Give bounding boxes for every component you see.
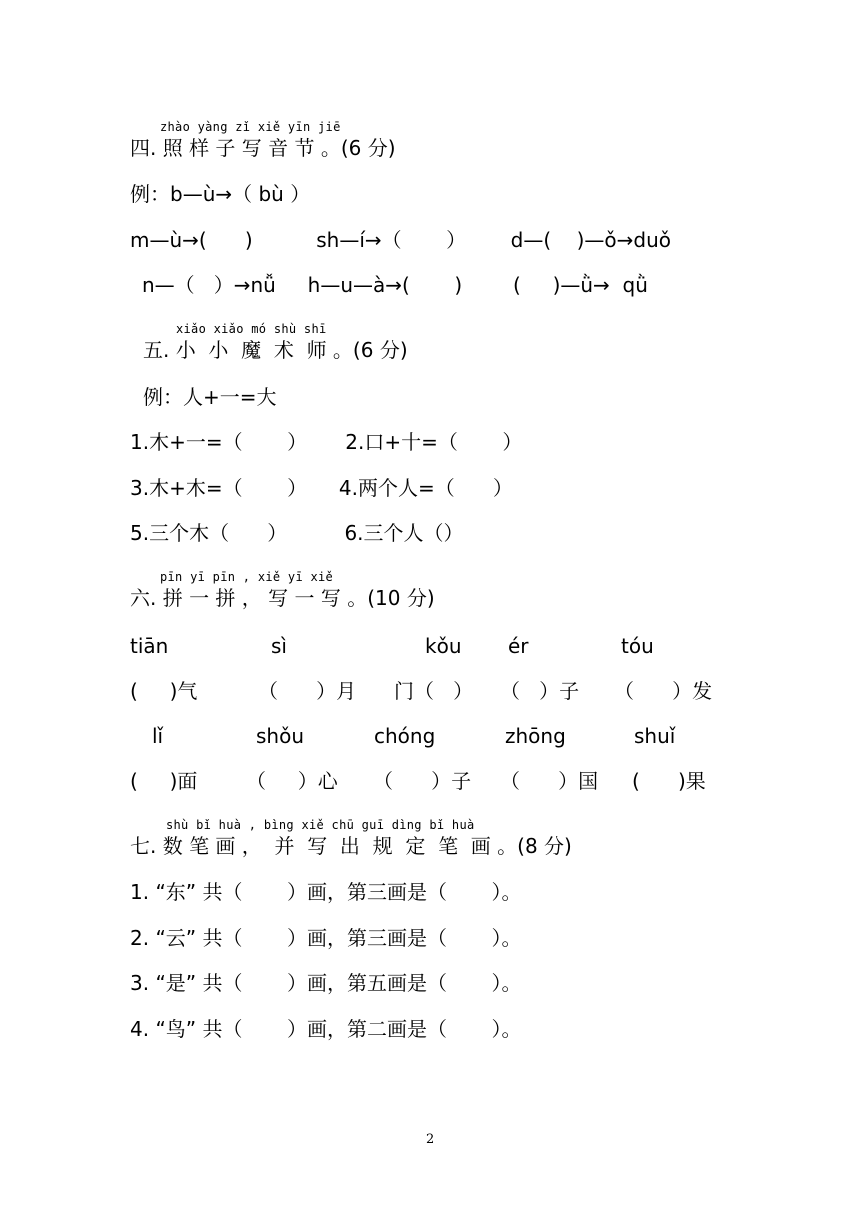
s5-example: 例：人+一=大 <box>143 385 277 409</box>
s5-row3: 5.三个木（ ） 6.三个人（） <box>130 521 464 545</box>
s7-item-1: 1. “东” 共（ ）画，第三画是（ ）。 <box>130 880 522 904</box>
s7-item-4: 4. “鸟” 共（ ）画，第二画是（ ）。 <box>130 1017 522 1041</box>
s6-blank-8: （ ）子 <box>373 769 472 793</box>
s6-pinyin: pīn yī pīn , xiě yī xiě <box>160 570 334 584</box>
s7-item-3: 3. “是” 共（ ）画，第五画是（ ）。 <box>130 971 522 995</box>
s6-pinyin-10: shuǐ <box>634 724 676 748</box>
s6-blank-6: ( )面 <box>130 769 198 793</box>
s6-blank-4: （ ）子 <box>500 679 580 703</box>
s6-pinyin-2: sì <box>271 634 287 658</box>
s6-blank-10: ( )果 <box>632 769 706 793</box>
s6-blank-9: （ ）国 <box>500 769 599 793</box>
s4-row1: m—ù→( ) sh—í→（ ） d—( )—ǒ→duǒ <box>130 228 671 252</box>
s6-pinyin-8: chóng <box>374 724 436 748</box>
s5-title: 五. 小 小 魔 术 师 。(6 分) <box>143 338 408 362</box>
s4-title: 四. 照 样 子 写 音 节 。(6 分) <box>130 136 396 160</box>
s6-pinyin-1: tiān <box>130 634 169 658</box>
s7-item-2: 2. “云” 共（ ）画，第三画是（ ）。 <box>130 926 522 950</box>
s4-example: 例：b—ù→（ bù ） <box>130 182 311 206</box>
s6-pinyin-5: tóu <box>621 634 654 658</box>
s7-title: 七. 数 笔 画 ， 并 写 出 规 定 笔 画 。(8 分) <box>130 834 572 858</box>
s5-row2: 3.木+木=（ ） 4.两个人=（ ） <box>130 476 513 500</box>
s4-pinyin: zhào yàng zǐ xiě yīn jiē <box>160 120 341 134</box>
s7-pinyin: shù bǐ huà , bìng xiě chū guī dìng bǐ huà <box>166 818 475 832</box>
s5-row1: 1.木+一=（ ） 2.口+十=（ ） <box>130 430 523 454</box>
s6-blank-1: ( )气 <box>130 679 198 703</box>
s6-pinyin-4: ér <box>508 634 529 658</box>
s4-row2: n—（ ）→nǚ h—u—à→( ) ( )—ǜ→ qǜ <box>142 273 648 297</box>
s6-blank-2: （ ）月 <box>258 679 357 703</box>
s6-pinyin-3: kǒu <box>425 634 462 658</box>
s6-blank-7: （ ）心 <box>246 769 338 793</box>
s6-blank-3: 门（ ） <box>394 679 474 703</box>
s6-pinyin-9: zhōng <box>505 724 566 748</box>
s6-blank-5: （ ）发 <box>614 679 713 703</box>
s5-pinyin: xiǎo xiǎo mó shù shī <box>176 322 327 336</box>
s6-pinyin-6: lǐ <box>152 724 164 748</box>
s6-pinyin-7: shǒu <box>256 724 305 748</box>
page-number: 2 <box>426 1132 435 1147</box>
s6-title: 六. 拼 一 拼 ， 写 一 写 。(10 分) <box>130 586 435 610</box>
